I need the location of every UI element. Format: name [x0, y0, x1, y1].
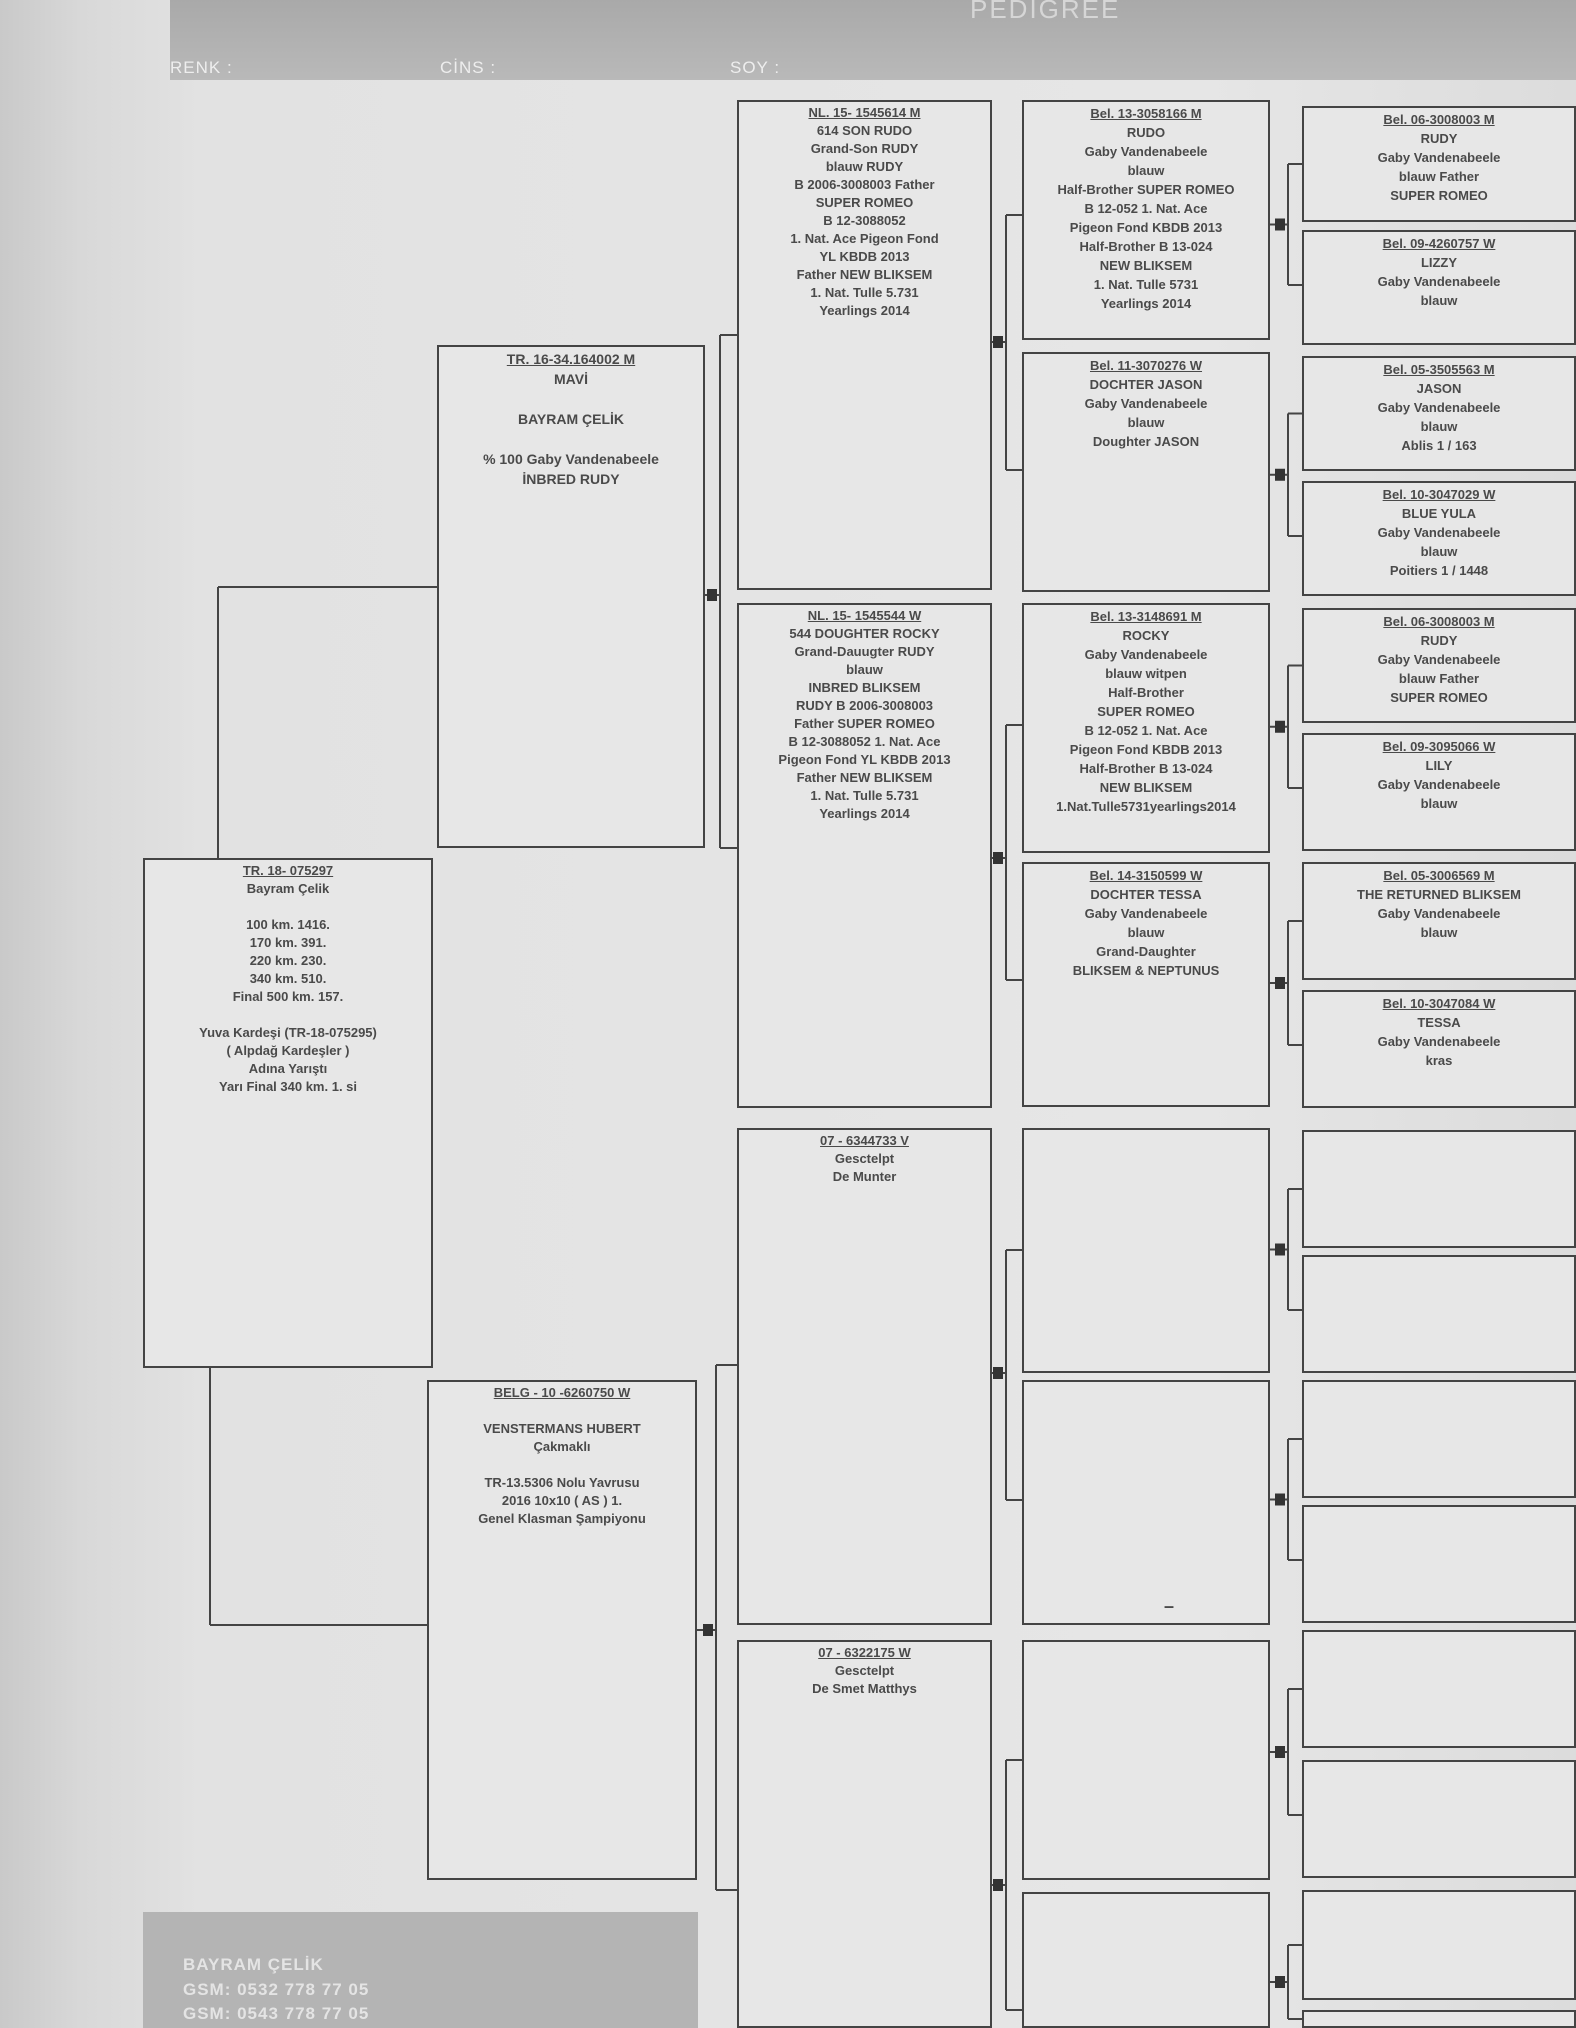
gen4-box-sds-line: 1.Nat.Tulle5731yearlings2014	[1056, 799, 1236, 814]
gen4-box-ssd-line: blauw	[1127, 415, 1165, 430]
gen4-box-sss-line: Yearlings 2014	[1100, 296, 1192, 311]
gen5-box-3-line: BLUE YULA	[1401, 506, 1477, 521]
gen5-box-0-line: RUDY	[1420, 131, 1458, 146]
gen5-box-2-line: Gaby Vandenabeele	[1377, 400, 1501, 415]
subject-box-line: ( Alpdağ Kardeşler )	[226, 1043, 350, 1058]
sire-box-line: MAVİ	[554, 371, 588, 387]
gen4-box-sds	[1022, 603, 1270, 853]
gen5-box-4-line: blauw Father	[1398, 671, 1480, 686]
gen5-box-12	[1302, 1630, 1576, 1748]
gen4-box-sss-line: RUDO	[1126, 125, 1166, 140]
gen5-box-7-line: Bel. 10-3047084 W	[1382, 996, 1496, 1011]
sire-dam-box-line: Father NEW BLIKSEM	[796, 770, 933, 785]
gen5-box-7	[1302, 990, 1576, 1108]
sire-box-line: % 100 Gaby Vandenabeele	[483, 451, 659, 467]
gen4-box-sss-line: Half-Brother SUPER ROMEO	[1057, 182, 1235, 197]
dam-sire-box-line: Gesctelpt	[834, 1151, 895, 1166]
sire-sire-box-line: YL KBDB 2013	[819, 249, 910, 264]
gen4-box-sds-line: B 12-052 1. Nat. Ace	[1084, 723, 1208, 738]
gen5-box-3-line: Bel. 10-3047029 W	[1382, 487, 1496, 502]
gen5-box-6-line: Gaby Vandenabeele	[1377, 906, 1501, 921]
gen5-box-6-line: Bel. 05-3006569 M	[1383, 868, 1495, 883]
gen5-box-7-line: Gaby Vandenabeele	[1377, 1034, 1501, 1049]
gen4-box-ssd-line: Bel. 11-3070276 W	[1089, 358, 1203, 373]
dam-box-line: 2016 10x10 ( AS ) 1.	[501, 1493, 623, 1508]
sire-box-line	[439, 389, 703, 409]
gen5-box-3	[1302, 481, 1576, 596]
sire-sire-box-line: Father NEW BLIKSEM	[796, 267, 933, 282]
sire-dam-box-line: Father SUPER ROMEO	[794, 716, 935, 731]
junction-mark	[707, 589, 717, 601]
subject-box-line: 220 km. 230.	[249, 953, 327, 968]
breeder-name: BAYRAM ÇELİK	[183, 1955, 324, 1974]
gen4-box-sds-line: NEW BLIKSEM	[1099, 780, 1193, 795]
gen4-box-sss-line: Bel. 13-3058166 M	[1090, 106, 1202, 121]
subject-box-line: TR. 18- 075297	[242, 863, 334, 878]
dam-box	[427, 1380, 697, 1880]
cins-label: CİNS :	[440, 58, 497, 77]
dam-box-line	[429, 1402, 695, 1420]
dam-sire-box-line: 07 - 6344733 V	[820, 1133, 909, 1148]
sire-sire-box-line: 614 SON RUDO	[816, 123, 913, 138]
junction-mark	[1275, 1746, 1285, 1758]
sire-dam-box-line: Yearlings 2014	[819, 806, 910, 821]
gen4-box-ssd-line: DOCHTER JASON	[1089, 377, 1203, 392]
gen5-box-2	[1302, 356, 1576, 471]
gen5-box-15	[1302, 2010, 1576, 2028]
sire-box-line: BAYRAM ÇELİK	[517, 411, 625, 427]
dam-box-line: Genel Klasman Şampiyonu	[478, 1511, 646, 1526]
gen4-box-sss-line: blauw	[1127, 163, 1165, 178]
gen4-box-sss-line: B 12-052 1. Nat. Ace	[1084, 201, 1208, 216]
dam-sire-box-line: De Munter	[832, 1169, 897, 1184]
gen4-box-sds-line: ROCKY	[1122, 628, 1170, 643]
junction-mark	[1275, 977, 1285, 989]
gen5-box-13	[1302, 1760, 1576, 1878]
gen5-box-1-line: Bel. 09-4260757 W	[1382, 236, 1496, 251]
gen5-box-4-line: SUPER ROMEO	[1390, 690, 1488, 705]
gen4-box-sdd-line: blauw	[1127, 925, 1165, 940]
sire-dam-box-line: NL. 15- 1545544 W	[807, 608, 922, 623]
gen5-box-0-line: SUPER ROMEO	[1390, 188, 1488, 203]
dam-box-line	[429, 1456, 695, 1474]
dam-box-line: Çakmaklı	[533, 1439, 591, 1454]
gen5-box-6-line: THE RETURNED BLIKSEM	[1357, 887, 1521, 902]
gen4-box-dsd	[1022, 1380, 1270, 1625]
junction-mark	[1275, 1976, 1285, 1988]
gen5-box-2-line: Bel. 05-3505563 M	[1383, 362, 1495, 377]
subject-box-line	[145, 1006, 431, 1024]
sire-box-line: TR. 16-34.164002 M	[506, 351, 636, 367]
sire-dam-box	[737, 603, 992, 1108]
gen5-box-9	[1302, 1255, 1576, 1373]
gen5-box-1-line: Gaby Vandenabeele	[1377, 274, 1501, 289]
gen4-box-sdd-line: Gaby Vandenabeele	[1084, 906, 1208, 921]
sire-dam-box-line: RUDY B 2006-3008003	[795, 698, 934, 713]
gen5-box-7-line: kras	[1425, 1053, 1453, 1068]
sire-dam-box-line: Grand-Dauugter RUDY	[794, 644, 935, 659]
phone-1: GSM: 0532 778 77 05	[183, 1980, 370, 1999]
dam-dam-box-line: Gesctelpt	[834, 1663, 895, 1678]
gen4-box-dsd-mark: –	[1164, 1596, 1175, 1616]
sire-sire-box-line: Yearlings 2014	[819, 303, 910, 318]
sire-dam-box-line: B 12-3088052 1. Nat. Ace	[788, 734, 941, 749]
sire-dam-box-line: blauw	[846, 662, 883, 677]
sire-sire-box-line: 1. Nat. Ace Pigeon Fond	[790, 231, 939, 246]
dam-box-line: BELG - 10 -6260750 W	[493, 1385, 631, 1400]
dam-dam-box	[737, 1640, 992, 2028]
subject-box-line	[145, 898, 431, 916]
gen5-box-2-line: JASON	[1416, 381, 1462, 396]
soy-label: SOY :	[730, 58, 781, 77]
sire-sire-box-line: SUPER ROMEO	[815, 195, 914, 210]
sire-dam-box-line: 1. Nat. Tulle 5.731	[810, 788, 919, 803]
sire-sire-box	[737, 100, 992, 590]
subject-box-line: Yarı Final 340 km. 1. si	[218, 1079, 358, 1094]
gen5-box-14	[1302, 1890, 1576, 2000]
gen5-box-5	[1302, 733, 1576, 851]
subject-box	[143, 858, 433, 1368]
gen4-box-sss-line: NEW BLIKSEM	[1099, 258, 1193, 273]
gen5-box-11	[1302, 1505, 1576, 1623]
renk-label: RENK :	[170, 58, 233, 77]
junction-mark	[993, 1879, 1003, 1891]
sire-sire-box-line: blauw RUDY	[825, 159, 904, 174]
sire-dam-box-line: Pigeon Fond YL KBDB 2013	[778, 752, 951, 767]
gen5-box-10	[1302, 1380, 1576, 1498]
junction-mark	[703, 1624, 713, 1636]
gen5-box-4-line: Gaby Vandenabeele	[1377, 652, 1501, 667]
dam-dam-box-line: De Smet Matthys	[812, 1681, 917, 1696]
sire-sire-box-line: B 12-3088052	[823, 213, 906, 228]
gen4-box-ssd-line: Doughter JASON	[1092, 434, 1200, 449]
gen5-box-0-line: Gaby Vandenabeele	[1377, 150, 1501, 165]
junction-mark	[1275, 219, 1285, 231]
gen4-box-sss-line: Half-Brother B 13-024	[1079, 239, 1213, 254]
gen5-box-7-line: TESSA	[1417, 1015, 1461, 1030]
gen4-box-sss-line: Gaby Vandenabeele	[1084, 144, 1208, 159]
junction-mark	[1275, 721, 1285, 733]
gen4-box-ssd	[1022, 352, 1270, 592]
gen5-box-0-line: Bel. 06-3008003 M	[1383, 112, 1495, 127]
gen4-box-sss-line: Pigeon Fond KBDB 2013	[1069, 220, 1223, 235]
gen5-box-3-line: Poitiers 1 / 1448	[1389, 563, 1489, 578]
gen5-box-2-line: Ablis 1 / 163	[1401, 438, 1477, 453]
sire-sire-box-line: Grand-Son RUDY	[810, 141, 919, 156]
gen4-box-dds	[1022, 1640, 1270, 1880]
gen4-box-ssd-line: Gaby Vandenabeele	[1084, 396, 1208, 411]
sire-box	[437, 345, 705, 848]
gen5-box-6-line: blauw	[1420, 925, 1458, 940]
gen5-box-3-line: Gaby Vandenabeele	[1377, 525, 1501, 540]
gen5-box-5-line: LILY	[1425, 758, 1453, 773]
subject-box-line: Adına Yarıştı	[248, 1061, 328, 1076]
gen5-box-4	[1302, 608, 1576, 723]
dam-box-line: TR-13.5306 Nolu Yavrusu	[484, 1475, 640, 1490]
gen4-box-sdd-line: Grand-Daughter	[1096, 944, 1196, 959]
gen4-box-sds-line: Gaby Vandenabeele	[1084, 647, 1208, 662]
subject-box-line: 340 km. 510.	[249, 971, 327, 986]
gen5-box-6	[1302, 862, 1576, 980]
gen5-box-5-line: Bel. 09-3095066 W	[1382, 739, 1496, 754]
subject-box-line: Bayram Çelik	[246, 881, 330, 896]
junction-mark	[1275, 469, 1285, 481]
gen5-box-2-line: blauw	[1420, 419, 1458, 434]
gen4-box-sss	[1022, 100, 1270, 340]
gen5-box-4-line: Bel. 06-3008003 M	[1383, 614, 1495, 629]
sire-sire-box-line: NL. 15- 1545614 M	[808, 105, 921, 120]
gen4-box-dss	[1022, 1128, 1270, 1373]
gen4-box-sds-line: Pigeon Fond KBDB 2013	[1069, 742, 1223, 757]
subject-box-line: 170 km. 391.	[249, 935, 327, 950]
gen4-box-sds-line: Bel. 13-3148691 M	[1090, 609, 1202, 624]
junction-mark	[993, 1367, 1003, 1379]
gen5-box-1-line: blauw	[1420, 293, 1458, 308]
gen5-box-0-line: blauw Father	[1398, 169, 1480, 184]
gen4-box-sdd-line: Bel. 14-3150599 W	[1089, 868, 1203, 883]
gen5-box-5-line: Gaby Vandenabeele	[1377, 777, 1501, 792]
junction-mark	[993, 336, 1003, 348]
sire-box-line: İNBRED RUDY	[522, 471, 620, 487]
phone-2: GSM: 0543 778 77 05	[183, 2004, 370, 2023]
subject-box-line: Yuva Kardeşi (TR-18-075295)	[199, 1025, 377, 1040]
junction-mark	[993, 852, 1003, 864]
gen5-box-1	[1302, 230, 1576, 345]
junction-mark	[1275, 1494, 1285, 1506]
dam-dam-box-line: 07 - 6322175 W	[818, 1645, 911, 1660]
gen4-box-sdd-line: DOCHTER TESSA	[1090, 887, 1202, 902]
sire-dam-box-line: INBRED BLIKSEM	[808, 680, 921, 695]
sire-sire-box-line: B 2006-3008003 Father	[794, 177, 935, 192]
subject-box-line: 100 km. 1416.	[246, 917, 330, 932]
gen5-box-0	[1302, 106, 1576, 222]
gen4-box-sss-line: 1. Nat. Tulle 5731	[1093, 277, 1199, 292]
sire-box-line	[439, 429, 703, 449]
gen4-box-sds-line: blauw witpen	[1105, 666, 1187, 681]
gen4-box-sds-line: SUPER ROMEO	[1097, 704, 1195, 719]
sire-sire-box-line: 1. Nat. Tulle 5.731	[810, 285, 919, 300]
subject-box-line: Final 500 km. 157.	[232, 989, 344, 1004]
gen4-box-sdd	[1022, 862, 1270, 1107]
gen5-box-1-line: LIZZY	[1420, 255, 1458, 270]
junction-mark	[1275, 1244, 1285, 1256]
gen4-box-sdd-line: BLIKSEM & NEPTUNUS	[1072, 963, 1220, 978]
gen4-box-sds-line: Half-Brother	[1108, 685, 1184, 700]
gen5-box-8	[1302, 1130, 1576, 1248]
gen5-box-5-line: blauw	[1420, 796, 1458, 811]
page-title: PEDIGREE	[970, 0, 1121, 24]
gen4-box-ddd	[1022, 1892, 1270, 2028]
gen4-box-sds-line: Half-Brother B 13-024	[1079, 761, 1213, 776]
dam-box-line: VENSTERMANS HUBERT	[483, 1421, 641, 1436]
sire-dam-box-line: 544 DOUGHTER ROCKY	[789, 626, 940, 641]
gen5-box-3-line: blauw	[1420, 544, 1458, 559]
dam-sire-box	[737, 1128, 992, 1625]
gen5-box-4-line: RUDY	[1420, 633, 1458, 648]
